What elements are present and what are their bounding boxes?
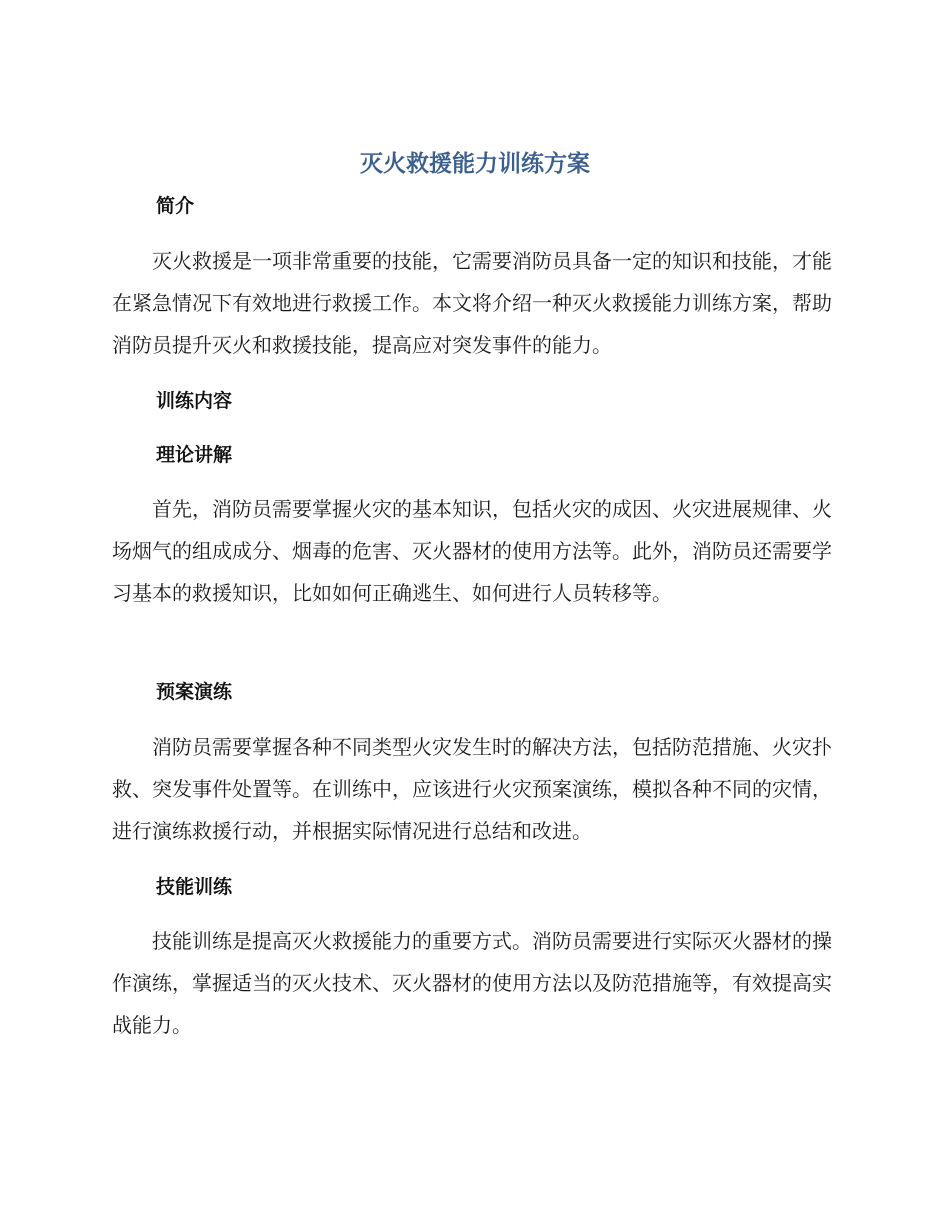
section-paragraph-intro: 灭火救援是一项非常重要的技能，它需要消防员具备一定的知识和技能，才能在紧急情况下有效地进行救援工作。本文将介绍一种灭火救援能力训练方案，帮助消防员提升灭火和救援技能，提高应对突发事件的能力。 <box>112 249 832 357</box>
section-paragraph-theory: 首先，消防员需要掌握火灾的基本知识，包括火灾的成因、火灾进展规律、火场烟气的组成成分、烟毒的危害、灭火器材的使用方法等。此外，消防员还需要学习基本的救援知识，比如如何正确逃生、如何进行人员转移等。 <box>112 497 832 605</box>
document-title: 灭火救援能力训练方案 <box>360 151 590 177</box>
section-paragraph-drill: 消防员需要掌握各种不同类型火灾发生时的解决方法，包括防范措施、火灾扑救、突发事件处置等。在训练中，应该进行火灾预案演练，模拟各种不同的灾情，进行演练救援行动，并根据实际情况进行总结和改进。 <box>112 735 832 843</box>
section-heading-drill: 预案演练 <box>156 681 233 703</box>
section-heading-skills: 技能训练 <box>156 876 233 898</box>
section-heading-training-content: 训练内容 <box>156 390 233 412</box>
section-heading-theory: 理论讲解 <box>156 444 233 466</box>
section-heading-intro: 简介 <box>156 195 195 217</box>
section-paragraph-skills: 技能训练是提高灭火救援能力的重要方式。消防员需要进行实际灭火器材的操作演练，掌握适当的灭火技术、灭火器材的使用方法以及防范措施等，有效提高实战能力。 <box>112 929 832 1037</box>
